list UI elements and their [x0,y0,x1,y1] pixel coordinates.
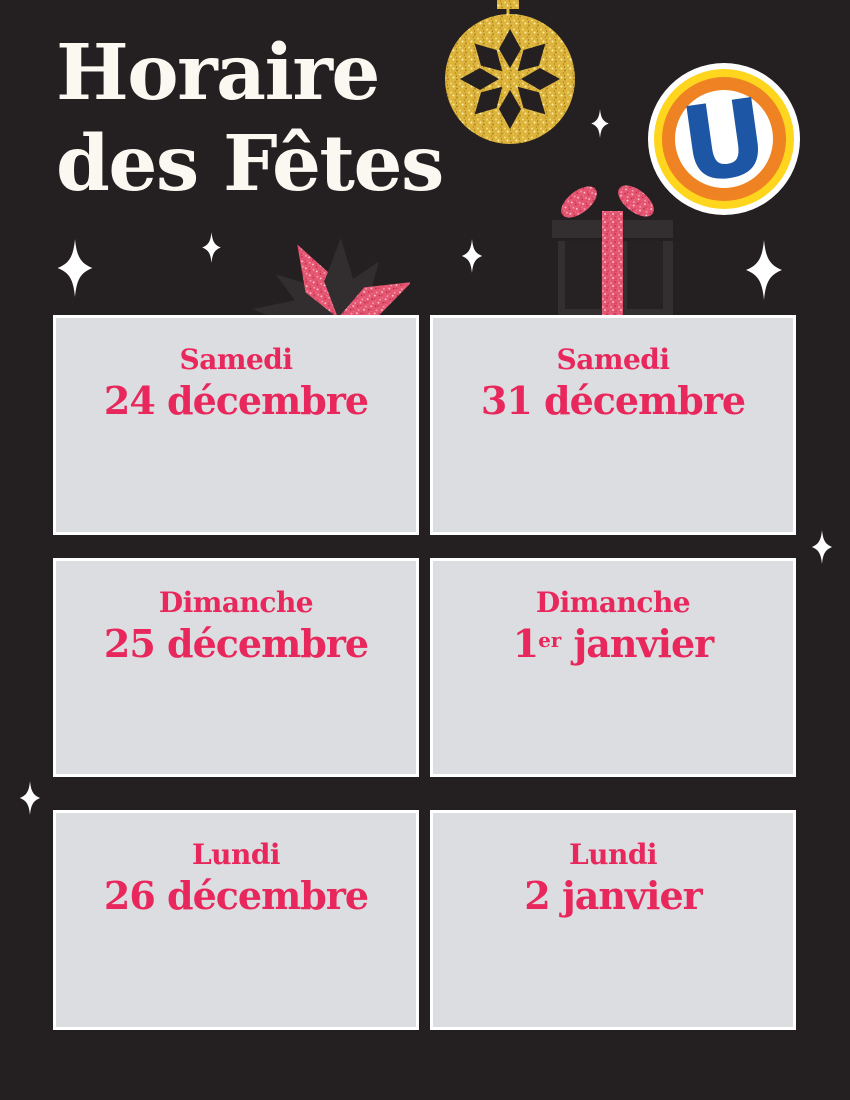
logo-letter: U [673,74,775,208]
schedule-card [430,558,796,777]
card-day-label: Lundi [568,838,658,871]
card-day-label: Lundi [191,838,281,871]
sparkle-icon [457,239,487,273]
card-date-label [433,622,793,672]
sparkle-icon [16,781,44,815]
card-date-label [56,622,416,666]
page-title-line1: Horaire [56,28,379,118]
schedule-card [430,810,796,1030]
card-day-label: Dimanche [158,586,314,619]
card-date-label [433,874,793,918]
schedule-card [430,315,796,535]
gift-icon [545,185,685,315]
schedule-card [53,315,419,535]
page-title-line2: des Fêtes [56,119,443,209]
card-date-text: 1 [512,621,539,666]
card-date-ordinal: er [538,627,562,652]
card-day-label: Dimanche [535,586,691,619]
leaves-icon [240,228,410,318]
ornament-icon [440,0,580,146]
card-date-text: 24 décembre [103,378,369,423]
card-day-label: Samedi [556,343,670,376]
sparkle-icon [808,530,836,564]
card-date-label [56,379,416,423]
sparkle-icon [740,240,788,300]
card-day-label: Samedi [179,343,293,376]
page-title [56,28,443,210]
schedule-card [53,810,419,1030]
sparkle-icon [198,232,225,263]
card-date-label [56,874,416,918]
sparkle-icon [587,109,613,138]
card-date-text: 2 janvier [524,873,702,918]
schedule-card [53,558,419,777]
card-date-text: 26 décembre [103,873,369,918]
card-date-text: 31 décembre [480,378,746,423]
card-date-text: 25 décembre [103,621,369,666]
card-date-text: janvier [561,621,714,666]
card-date-label [433,379,793,423]
sparkle-icon [53,239,97,297]
